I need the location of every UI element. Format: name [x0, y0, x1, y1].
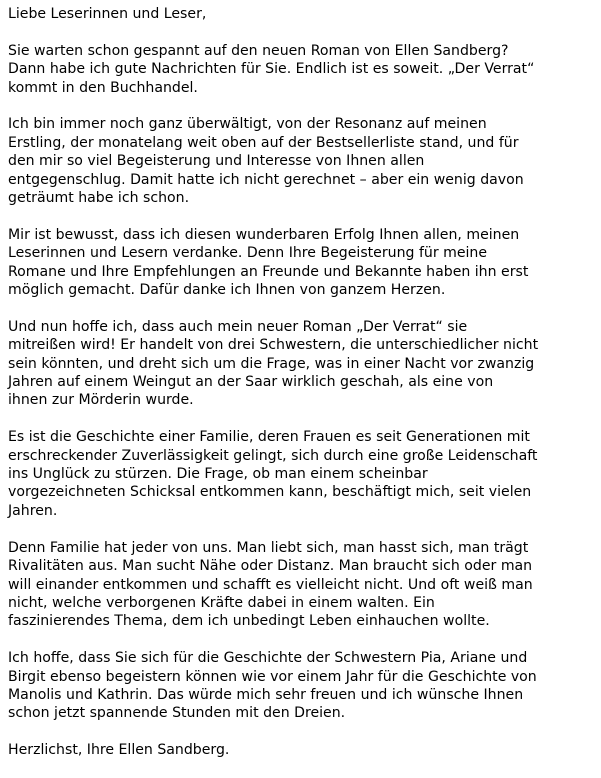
text-line: geträumt habe ich schon.: [8, 190, 190, 207]
paragraph-hope: [8, 649, 598, 723]
text-line: möglich gemacht. Dafür danke ich Ihnen von ganzem Herzen.: [8, 282, 446, 299]
text-line: Ich hoffe, dass Sie sich für die Geschichte der Schwestern Pia, Ariane und: [8, 650, 528, 667]
text-line: mitreißen wird! Er handelt von drei Schwestern, die unterschiedlicher nicht: [8, 337, 539, 354]
text-line: Sie warten schon gespannt auf den neuen Roman von Ellen Sandberg?: [8, 42, 509, 59]
text-line: Und nun hoffe ich, dass auch mein neuer Roman „Der Verrat“ sie: [8, 318, 468, 335]
text-line: Jahren auf einem Weingut an der Saar wirklich geschah, als eine von: [8, 374, 494, 391]
text-line: Jahren.: [8, 502, 58, 519]
text-line: Mir ist bewusst, dass ich diesen wunderbaren Erfolg Ihnen allen, meinen: [8, 226, 520, 243]
text-line: Ich bin immer noch ganz überwältigt, von der Resonanz auf meinen: [8, 116, 487, 133]
salutation: Liebe Leserinnen und Leser,: [8, 6, 207, 22]
text-line: den mir so viel Begeisterung und Interesse von Ihnen allen: [8, 153, 425, 170]
text-line: will einander entkommen und schafft es vielleicht nicht. Und oft weiß man: [8, 576, 533, 593]
text-line: Rivalitäten aus. Man sucht Nähe oder Distanz. Man braucht sich oder man: [8, 558, 533, 575]
text-line: vorgezeichneten Schicksal entkommen kann, beschäftigt mich, seit vielen: [8, 484, 532, 501]
paragraph-family-story: [8, 428, 598, 520]
text-line: kommt in den Buchhandel.: [8, 79, 198, 96]
text-line: Birgit ebenso begeistern können wie vor einem Jahr für die Geschichte von: [8, 668, 537, 685]
text-line: Dann habe ich gute Nachrichten für Sie. Endlich ist es soweit. „Der Verrat“: [8, 61, 535, 78]
text-line: Leserinnen und Lesern verdanke. Denn Ihre Begeisterung für meine: [8, 245, 488, 262]
text-line: schon jetzt spannende Stunden mit den Dreien.: [8, 705, 346, 722]
paragraph-thanks-readers: [8, 226, 598, 300]
text-line: Erstling, der monatelang weit oben auf der Bestsellerliste stand, und für: [8, 134, 519, 151]
paragraph-new-novel: [8, 318, 598, 410]
text-line: Es ist die Geschichte einer Familie, deren Frauen es seit Generationen mit: [8, 429, 530, 446]
text-line: Romane und Ihre Empfehlungen an Freunde und Bekannte haben ihn erst: [8, 263, 529, 280]
text-line: erschreckender Zuverlässigkeit gelingt, sich durch eine große Leidenschaft: [8, 447, 538, 464]
paragraph-gratitude-debut: [8, 115, 598, 207]
letter-document: [8, 5, 598, 778]
text-line: sein könnten, und dreht sich um die Frage, was in einer Nacht vor zwanzig: [8, 355, 535, 372]
text-line: ihnen zur Mörderin wurde.: [8, 392, 194, 409]
text-line: faszinierendes Thema, dem ich unbedingt Leben einhauchen wollte.: [8, 613, 490, 630]
text-line: Manolis und Kathrin. Das würde mich sehr freuen und ich wünsche Ihnen: [8, 686, 524, 703]
paragraph-announcement: [8, 42, 598, 97]
text-line: entgegenschlug. Damit hatte ich nicht gerechnet – aber ein wenig davon: [8, 171, 524, 188]
text-line: Denn Familie hat jeder von uns. Man liebt sich, man hasst sich, man trägt: [8, 539, 529, 556]
text-line: ins Unglück zu stürzen. Die Frage, ob man einem scheinbar: [8, 466, 428, 483]
paragraph-family-theme: [8, 539, 598, 631]
closing-signature: Herzlichst, Ihre Ellen Sandberg.: [8, 742, 230, 759]
text-line: nicht, welche verborgenen Kräfte dabei in einem walten. Ein: [8, 594, 435, 611]
